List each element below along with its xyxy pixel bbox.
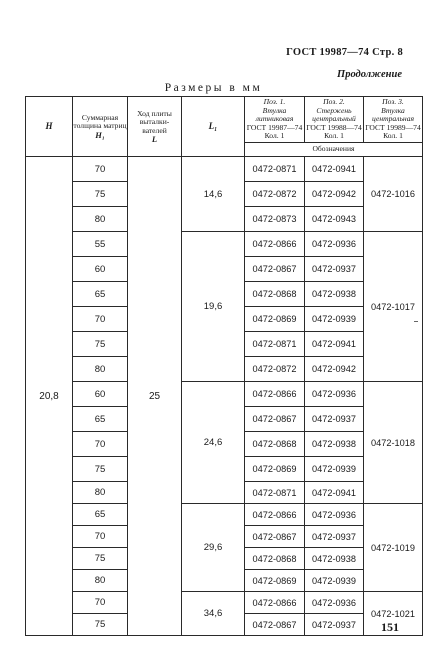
pos1-code-cell: 0472-0866 bbox=[245, 504, 305, 526]
designations-header: Обозначения bbox=[245, 143, 423, 157]
pos2-code-cell: 0472-0937 bbox=[305, 526, 364, 548]
col-h1-text: Суммарная толщина матриц bbox=[73, 112, 127, 131]
l1-cell: 29,6 bbox=[182, 504, 245, 592]
table-row bbox=[26, 157, 423, 182]
designations-table bbox=[25, 96, 423, 636]
pos1-code-cell: 0472-0868 bbox=[245, 432, 305, 457]
h1-cell: 75 bbox=[73, 548, 128, 570]
col-pos3-header bbox=[364, 97, 423, 143]
pos3-title: Поз. 3. bbox=[382, 97, 404, 107]
pos1-code-cell: 0472-0867 bbox=[245, 526, 305, 548]
pos1-code-cell: 0472-0871 bbox=[245, 157, 305, 182]
pos2-code-cell: 0472-0939 bbox=[305, 570, 364, 592]
l1-cell: 14,6 bbox=[182, 157, 245, 232]
pos2-code-cell: 0472-0938 bbox=[305, 432, 364, 457]
pos1-title: Поз. 1. bbox=[263, 97, 286, 107]
h1-cell: 80 bbox=[73, 357, 128, 382]
col-h-header: H bbox=[26, 97, 73, 157]
pos2-code-cell: 0472-0936 bbox=[305, 232, 364, 257]
pos2-code-cell: 0472-0943 bbox=[305, 207, 364, 232]
h1-cell: 60 bbox=[73, 382, 128, 407]
pos1-code-cell: 0472-0872 bbox=[245, 357, 305, 382]
pos2-title: Поз. 2. bbox=[323, 97, 345, 107]
pos3-code-cell: 0472-1016 bbox=[364, 157, 423, 232]
pos1-code-cell: 0472-0868 bbox=[245, 548, 305, 570]
header-row bbox=[26, 97, 423, 143]
pos2-gost: ГОСТ 19988—74 bbox=[306, 122, 362, 132]
pos1-code-cell: 0472-0869 bbox=[245, 457, 305, 482]
pos3-code-cell: 0472-1018 bbox=[364, 382, 423, 504]
h1-cell: 70 bbox=[73, 157, 128, 182]
pos1-code-cell: 0472-0869 bbox=[245, 570, 305, 592]
h1-cell: 80 bbox=[73, 570, 128, 592]
pos1-code-cell: 0472-0868 bbox=[245, 282, 305, 307]
table-row bbox=[26, 382, 423, 407]
pos2-code-cell: 0472-0938 bbox=[305, 282, 364, 307]
pos2-code-cell: 0472-0936 bbox=[305, 592, 364, 614]
dimensions-caption: Размеры в мм bbox=[164, 82, 263, 94]
l1-cell: 34,6 bbox=[182, 592, 245, 636]
h1-cell: 70 bbox=[73, 592, 128, 614]
page-number: 151 bbox=[381, 620, 399, 634]
pos1-code-cell: 0472-0873 bbox=[245, 207, 305, 232]
col-l-symbol: L bbox=[151, 134, 158, 144]
pos1-code-cell: 0472-0869 bbox=[245, 307, 305, 332]
h1-cell: 70 bbox=[73, 432, 128, 457]
pos3-code-cell: 0472-1017 bbox=[364, 232, 423, 382]
pos3-code-cell: 0472-1021 bbox=[364, 592, 423, 636]
pos2-code-cell: 0472-0936 bbox=[305, 504, 364, 526]
l1-cell: 24,6 bbox=[182, 382, 245, 504]
pos1-gost: ГОСТ 19987—74 bbox=[246, 122, 303, 132]
h1-cell: 65 bbox=[73, 504, 128, 526]
pos2-code-cell: 0472-0938 bbox=[305, 548, 364, 570]
h1-cell: 75 bbox=[73, 332, 128, 357]
pos1-code-cell: 0472-0871 bbox=[245, 332, 305, 357]
h1-cell: 55 bbox=[73, 232, 128, 257]
h1-cell: 70 bbox=[73, 526, 128, 548]
h1-cell: 75 bbox=[73, 457, 128, 482]
h1-cell: 75 bbox=[73, 182, 128, 207]
pos2-code-cell: 0472-0936 bbox=[305, 382, 364, 407]
h1-cell: 80 bbox=[73, 482, 128, 504]
pos1-code-cell: 0472-0866 bbox=[245, 592, 305, 614]
pos2-code-cell: 0472-0941 bbox=[305, 332, 364, 357]
h1-cell: 60 bbox=[73, 257, 128, 282]
col-pos2-header bbox=[305, 97, 364, 143]
pos1-code-cell: 0472-0866 bbox=[245, 382, 305, 407]
pos1-code-cell: 0472-0866 bbox=[245, 232, 305, 257]
col-l-header bbox=[128, 97, 182, 157]
pos1-code-cell: 0472-0867 bbox=[245, 257, 305, 282]
pos3-name: Втулка центральная bbox=[371, 105, 415, 124]
pos2-qty: Кол. 1 bbox=[324, 131, 344, 141]
pos1-code-cell: 0472-0872 bbox=[245, 182, 305, 207]
pos1-code-cell: 0472-0867 bbox=[245, 407, 305, 432]
pos2-code-cell: 0472-0937 bbox=[305, 614, 364, 636]
table-row bbox=[26, 504, 423, 526]
pos1-name: Втулка литниковая bbox=[255, 105, 294, 124]
h1-cell: 80 bbox=[73, 207, 128, 232]
pos2-code-cell: 0472-0942 bbox=[305, 182, 364, 207]
table-row bbox=[26, 232, 423, 257]
pos2-code-cell: 0472-0939 bbox=[305, 307, 364, 332]
col-l1-header: L₁ bbox=[182, 97, 245, 157]
col-h1-symbol: H₁ bbox=[95, 129, 105, 140]
pos2-code-cell: 0472-0937 bbox=[305, 257, 364, 282]
continuation-label: Продолжение bbox=[337, 69, 402, 80]
table-body bbox=[26, 157, 423, 636]
pos3-gost: ГОСТ 19989—74 bbox=[365, 122, 421, 132]
table-row bbox=[26, 592, 423, 614]
h1-cell: 65 bbox=[73, 282, 128, 307]
pos1-code-cell: 0472-0871 bbox=[245, 482, 305, 504]
h1-cell: 70 bbox=[73, 307, 128, 332]
pos2-name: Стержень центральный bbox=[312, 105, 356, 124]
h1-cell: 65 bbox=[73, 407, 128, 432]
pos3-qty: Кол. 1 bbox=[383, 131, 403, 141]
l-value-cell: 25 bbox=[128, 157, 182, 636]
col-l-text: Ход плиты выталки-вателей bbox=[137, 108, 172, 135]
h-value-cell: 20,8 bbox=[26, 157, 73, 636]
page-header: ГОСТ 19987—74 Стр. 8 bbox=[286, 47, 403, 58]
col-pos1-header bbox=[245, 97, 305, 143]
pos2-code-cell: 0472-0939 bbox=[305, 457, 364, 482]
col-h1-header bbox=[73, 97, 128, 157]
h1-cell: 75 bbox=[73, 614, 128, 636]
l1-cell: 19,6 bbox=[182, 232, 245, 382]
pos3-code-cell: 0472-1019 bbox=[364, 504, 423, 592]
pos2-code-cell: 0472-0941 bbox=[305, 482, 364, 504]
pos1-qty: Кол. 1 bbox=[264, 131, 285, 141]
pos2-code-cell: 0472-0942 bbox=[305, 357, 364, 382]
pos2-code-cell: 0472-0937 bbox=[305, 407, 364, 432]
pos2-code-cell: 0472-0941 bbox=[305, 157, 364, 182]
pos1-code-cell: 0472-0867 bbox=[245, 614, 305, 636]
